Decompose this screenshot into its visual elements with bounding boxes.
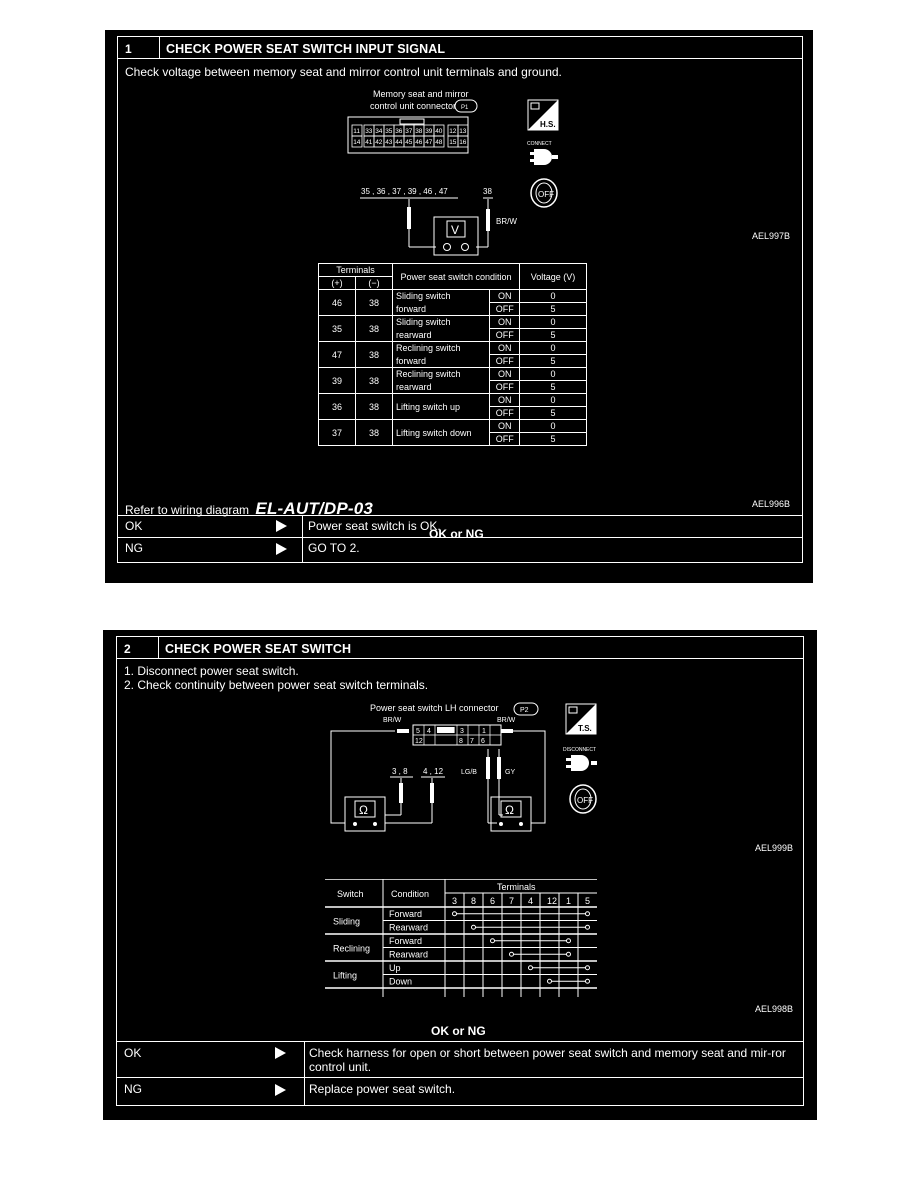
th-switch: Switch — [337, 889, 364, 899]
svg-text:CONNECT: CONNECT — [527, 141, 552, 147]
pin-label: 12 — [449, 128, 457, 135]
pin-label: 40 — [435, 128, 443, 135]
cell-on-label: ON — [490, 420, 520, 433]
cell-switch: Lifting switch down — [393, 420, 490, 446]
cell-voltage-off: 5 — [520, 407, 587, 420]
continuity-node — [529, 966, 533, 970]
cell-plus: 37 — [319, 420, 356, 446]
cell-voltage-on: 0 — [520, 342, 587, 355]
continuity-node — [491, 939, 495, 943]
connect-icon — [526, 139, 562, 171]
cell-off-label: OFF — [490, 407, 520, 420]
cell-voltage-off: 5 — [520, 381, 587, 394]
cell-condition: Forward — [389, 936, 423, 946]
meter-symbol-v: V — [451, 223, 460, 237]
cell-switch: Reclining — [333, 943, 371, 954]
pin-label: 7 — [470, 738, 474, 745]
cell-on-label: ON — [490, 316, 520, 329]
th-terminals: Terminals — [497, 882, 536, 892]
cell-switch: Reclining switch — [393, 342, 490, 355]
cell-voltage-on: 0 — [520, 368, 587, 381]
result-ok-text: Power seat switch is OK. — [308, 519, 441, 533]
result-ok-text: Check harness for open or short between power seat switch and memory seat and mir-ror control unit. — [309, 1046, 786, 1074]
svg-text:Ω: Ω — [505, 803, 514, 817]
pin-label: 45 — [405, 139, 413, 146]
th-terminal-col: 3 — [452, 896, 458, 906]
pin-label: 42 — [375, 139, 383, 146]
pin-label: 44 — [395, 139, 403, 146]
th-condition: Condition — [391, 889, 430, 899]
pin-label: 48 — [435, 139, 443, 146]
voltage-table — [318, 263, 587, 446]
cell-condition: Down — [389, 976, 413, 987]
cell-plus: 39 — [319, 368, 356, 394]
continuity-node — [567, 952, 571, 956]
connector-id-p2: P2 — [520, 707, 529, 714]
th-terminals: Terminals — [319, 264, 393, 277]
cell-switch: Sliding switch — [393, 290, 490, 303]
arrow-right-icon — [276, 543, 287, 555]
arrow-right-icon — [275, 1047, 286, 1059]
pin-label: 36 — [395, 128, 403, 135]
pin-label: 39 — [425, 128, 433, 135]
cell-off-label: OFF — [490, 329, 520, 342]
disconnect-icon — [563, 745, 603, 777]
continuity-node — [510, 952, 514, 956]
cell-switch-detail: forward — [393, 355, 490, 368]
result-ok-label: OK — [125, 519, 143, 533]
step1-ok-or-ng: OK or NG — [429, 527, 484, 541]
pin-label: 35 — [385, 128, 393, 135]
pin-label: 46 — [415, 139, 423, 146]
refer-line — [125, 499, 374, 518]
cell-minus: 38 — [356, 316, 393, 342]
step2-instruction-1: 1. Disconnect power seat switch. — [124, 664, 299, 678]
th-terminal-col: 6 — [490, 896, 496, 906]
connector-pins-p2 — [413, 725, 501, 745]
pin-label: 14 — [353, 139, 361, 146]
svg-text:OFF: OFF — [577, 796, 593, 805]
cell-plus: 35 — [319, 316, 356, 342]
cell-switch: Sliding switch — [393, 316, 490, 329]
svg-text:DISCONNECT: DISCONNECT — [563, 747, 597, 753]
pin-label: 6 — [481, 738, 485, 745]
ref-code-ael998b: AEL998B — [755, 1004, 794, 1014]
cell-switch-detail: forward — [393, 303, 490, 316]
arrow-right-icon — [275, 1084, 286, 1096]
pin-label: 37 — [405, 128, 413, 135]
wiring-diagram-link[interactable]: EL-AUT/DP-03 — [255, 499, 374, 518]
th-terminal-col: 8 — [471, 896, 477, 906]
svg-text:4 , 12: 4 , 12 — [423, 767, 444, 776]
refer-text: Refer to wiring diagram — [125, 503, 250, 517]
pin-label: 11 — [353, 128, 360, 135]
connector-id-p1: P1 — [461, 105, 469, 111]
connector-label-p2: Power seat switch LH connector — [370, 703, 499, 713]
pin-label: 47 — [425, 139, 433, 146]
connector-label-line2: control unit connector — [370, 101, 457, 111]
ref-code-ael999b: AEL999B — [755, 843, 794, 853]
pin-label: 16 — [459, 139, 467, 146]
pin-label: 13 — [459, 128, 467, 135]
result-ng-label: NG — [125, 541, 143, 555]
continuity-node — [453, 912, 457, 916]
pin-label: 41 — [365, 139, 373, 146]
continuity-table-svg — [325, 879, 597, 997]
continuity-node — [586, 912, 590, 916]
cell-minus: 38 — [356, 394, 393, 420]
pin-label: 15 — [449, 139, 457, 146]
th-terminal-col: 12 — [547, 896, 558, 906]
pin-label: 4 — [427, 728, 431, 735]
cell-condition: Forward — [389, 909, 423, 919]
pin-label: 33 — [365, 128, 373, 135]
step1-title: CHECK POWER SEAT SWITCH INPUT SIGNAL — [166, 42, 446, 56]
hs-icon — [527, 99, 559, 131]
cell-plus: 36 — [319, 394, 356, 420]
step2-panel — [103, 630, 817, 1120]
step2-number: 2 — [117, 637, 159, 658]
result-ok-label: OK — [124, 1046, 142, 1060]
cell-on-label: ON — [490, 394, 520, 407]
continuity-node — [586, 979, 590, 983]
cell-switch: Lifting switch up — [393, 394, 490, 420]
cell-condition: Rearward — [389, 922, 429, 933]
cell-condition: Rearward — [389, 949, 429, 960]
th-terminal-col: 7 — [509, 896, 515, 906]
result-ng-text: GO TO 2. — [308, 541, 360, 555]
pin-label: 38 — [415, 128, 423, 135]
pin-label: 43 — [385, 139, 393, 146]
result-ng-text: Replace power seat switch. — [309, 1082, 456, 1096]
cell-on-label: ON — [490, 368, 520, 381]
continuity-node — [586, 925, 590, 929]
cell-condition: Up — [389, 963, 401, 973]
pin-label: 1 — [482, 728, 486, 735]
step2-instruction-2: 2. Check continuity between power seat switch terminals. — [124, 678, 429, 692]
svg-text:GY: GY — [505, 769, 516, 776]
cell-switch: Sliding — [333, 916, 361, 927]
pin-label: 12 — [415, 738, 423, 745]
svg-text:LG/B: LG/B — [461, 769, 477, 776]
cell-voltage-off: 5 — [520, 355, 587, 368]
th-terminal-col: 4 — [528, 896, 534, 906]
pin-label: 5 — [416, 728, 420, 735]
step2-title: CHECK POWER SEAT SWITCH — [165, 642, 352, 656]
th-condition: Power seat switch condition — [393, 264, 520, 290]
cell-voltage-on: 0 — [520, 290, 587, 303]
terminal-group-label: 35 , 36 , 37 , 39 , 46 , 47 — [361, 187, 448, 196]
continuity-table — [325, 879, 597, 997]
step2-result-ok[interactable] — [117, 1042, 803, 1078]
th-terminal-col: 5 — [585, 896, 591, 906]
cell-off-label: OFF — [490, 355, 520, 368]
connector-label-line1: Memory seat and mirror — [373, 89, 469, 99]
step1-result-ok[interactable] — [118, 516, 802, 538]
svg-text:H.S.: H.S. — [540, 120, 556, 129]
ignition-off-icon — [567, 783, 599, 815]
cell-voltage-on: 0 — [520, 394, 587, 407]
th-terminal-col: 1 — [566, 896, 572, 906]
svg-text:BR/W: BR/W — [497, 717, 516, 724]
step1-number: 1 — [118, 37, 160, 58]
cell-switch: Reclining switch — [393, 368, 490, 381]
step2-ok-or-ng: OK or NG — [431, 1024, 486, 1038]
svg-text:Ω: Ω — [359, 803, 368, 817]
cell-plus: 47 — [319, 342, 356, 368]
ts-icon — [565, 703, 597, 735]
cell-minus: 38 — [356, 290, 393, 316]
pin-label: 3 — [460, 728, 464, 735]
cell-voltage-off: 5 — [520, 433, 587, 446]
cell-plus: 46 — [319, 290, 356, 316]
cell-voltage-on: 0 — [520, 420, 587, 433]
continuity-node — [548, 979, 552, 983]
cell-voltage-off: 5 — [520, 329, 587, 342]
step1-panel — [105, 30, 813, 583]
cell-voltage-on: 0 — [520, 316, 587, 329]
step1-result-ng[interactable] — [118, 538, 802, 562]
continuity-node — [586, 966, 590, 970]
arrow-right-icon — [276, 520, 287, 532]
cell-switch-detail: rearward — [393, 329, 490, 342]
svg-text:OFF: OFF — [538, 190, 554, 199]
ref-code-ael997b: AEL997B — [752, 231, 791, 241]
connector-pins — [348, 117, 468, 153]
cell-minus: 38 — [356, 420, 393, 446]
th-voltage: Voltage (V) — [520, 264, 587, 290]
cell-off-label: OFF — [490, 381, 520, 394]
step1-instruction: Check voltage between memory seat and mirror control unit terminals and ground. — [125, 65, 562, 79]
cell-on-label: ON — [490, 290, 520, 303]
cell-off-label: OFF — [490, 433, 520, 446]
svg-text:3 , 8: 3 , 8 — [392, 767, 408, 776]
step2-result-ng[interactable] — [117, 1078, 803, 1105]
cell-off-label: OFF — [490, 303, 520, 316]
wire-color-brw: BR/W — [496, 217, 517, 226]
ground-terminal-label: 38 — [483, 187, 492, 196]
continuity-node — [567, 939, 571, 943]
svg-text:T.S.: T.S. — [578, 724, 592, 733]
th-plus: (+) — [319, 277, 356, 290]
step2-continuity-diagram — [317, 699, 557, 849]
pin-label: 8 — [459, 738, 463, 745]
cell-minus: 38 — [356, 342, 393, 368]
cell-switch: Lifting — [333, 970, 358, 981]
pin-label: 34 — [375, 128, 383, 135]
th-minus: (−) — [356, 277, 393, 290]
continuity-node — [472, 925, 476, 929]
result-ng-label: NG — [124, 1082, 142, 1096]
ignition-off-icon — [528, 177, 560, 209]
cell-voltage-off: 5 — [520, 303, 587, 316]
ref-code-ael996b: AEL996B — [752, 499, 791, 509]
svg-text:BR/W: BR/W — [383, 717, 402, 724]
cell-on-label: ON — [490, 342, 520, 355]
cell-minus: 38 — [356, 368, 393, 394]
cell-switch-detail: rearward — [393, 381, 490, 394]
